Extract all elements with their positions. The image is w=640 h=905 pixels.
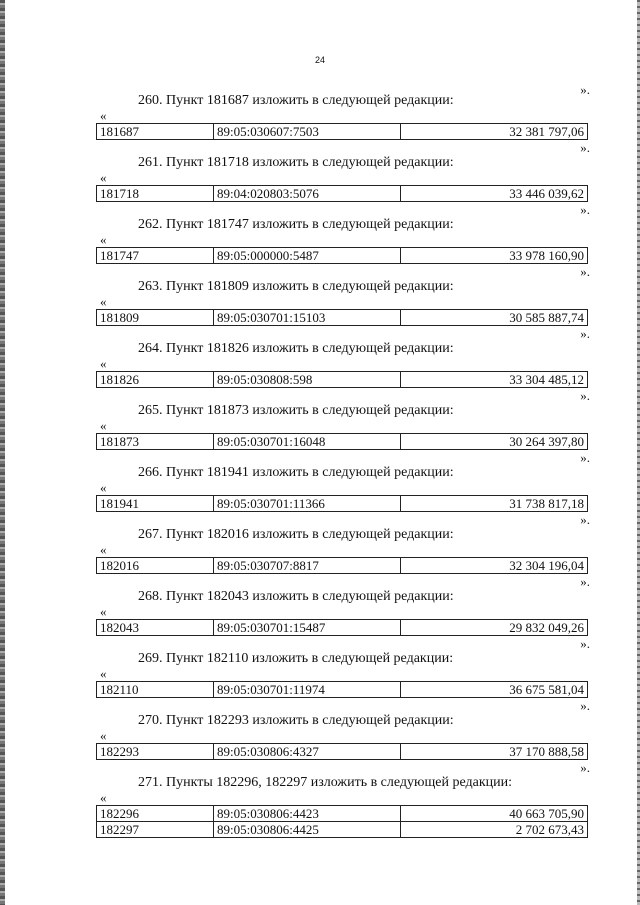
- amendments-list: [0, 93, 640, 837]
- amendment-heading: 261. Пункт 181718 изложить в следующей редакции:: [138, 155, 454, 170]
- amendment-section: [0, 341, 640, 403]
- value-cell: 33 304 485,12: [401, 372, 588, 388]
- cadastral-number-cell: 89:04:020803:5076: [214, 186, 401, 202]
- cadastral-number-cell: 89:05:000000:5487: [214, 248, 401, 264]
- item-number-cell: 182297: [97, 822, 214, 838]
- opening-quote: «: [100, 790, 107, 805]
- amendment-section: [0, 713, 640, 775]
- table-row: [97, 558, 588, 574]
- value-cell: 37 170 888,58: [401, 744, 588, 760]
- amendment-section: [0, 279, 640, 341]
- opening-quote: «: [100, 666, 107, 681]
- record-table: [96, 433, 588, 450]
- closing-quote: ».: [580, 202, 590, 217]
- page-number: 24: [314, 55, 325, 65]
- item-number-cell: 181687: [97, 124, 214, 140]
- opening-quote: «: [100, 170, 107, 185]
- table-row: [97, 186, 588, 202]
- record-table: [96, 743, 588, 760]
- amendment-heading: 269. Пункт 182110 изложить в следующей редакции:: [138, 651, 454, 666]
- amendment-heading: 262. Пункт 181747 изложить в следующей редакции:: [138, 217, 454, 232]
- closing-quote: ».: [580, 264, 590, 279]
- closing-quote: ».: [580, 698, 590, 713]
- table-row: [97, 434, 588, 450]
- cadastral-number-cell: 89:05:030701:11974: [214, 682, 401, 698]
- record-table: [96, 495, 588, 512]
- amendment-section: [0, 217, 640, 279]
- cadastral-number-cell: 89:05:030808:598: [214, 372, 401, 388]
- cadastral-number-cell: 89:05:030806:4327: [214, 744, 401, 760]
- amendment-section: [0, 155, 640, 217]
- amendment-section: [0, 465, 640, 527]
- closing-quote: ».: [580, 388, 590, 403]
- record-table: [96, 619, 588, 636]
- closing-quote: ».: [580, 450, 590, 465]
- record-table: [96, 371, 588, 388]
- cadastral-number-cell: 89:05:030701:15103: [214, 310, 401, 326]
- amendment-heading: 270. Пункт 182293 изложить в следующей редакции:: [138, 713, 454, 728]
- value-cell: 32 381 797,06: [401, 124, 588, 140]
- amendment-section: [0, 651, 640, 713]
- table-row: [97, 806, 588, 822]
- opening-quote: «: [100, 728, 107, 743]
- opening-quote: «: [100, 542, 107, 557]
- item-number-cell: 181747: [97, 248, 214, 264]
- value-cell: 40 663 705,90: [401, 806, 588, 822]
- table-row: [97, 822, 588, 838]
- opening-quote: «: [100, 232, 107, 247]
- closing-quote: ».: [580, 574, 590, 589]
- value-cell: 31 738 817,18: [401, 496, 588, 512]
- opening-quote: «: [100, 480, 107, 495]
- opening-quote: «: [100, 294, 107, 309]
- cadastral-number-cell: 89:05:030806:4425: [214, 822, 401, 838]
- cadastral-number-cell: 89:05:030607:7503: [214, 124, 401, 140]
- item-number-cell: 181873: [97, 434, 214, 450]
- value-cell: 2 702 673,43: [401, 822, 588, 838]
- closing-quote: ».: [580, 82, 590, 97]
- item-number-cell: 182293: [97, 744, 214, 760]
- record-table: [96, 309, 588, 326]
- item-number-cell: 181826: [97, 372, 214, 388]
- table-row: [97, 372, 588, 388]
- table-row: [97, 248, 588, 264]
- table-row: [97, 310, 588, 326]
- cadastral-number-cell: 89:05:030701:16048: [214, 434, 401, 450]
- item-number-cell: 181809: [97, 310, 214, 326]
- value-cell: 33 978 160,90: [401, 248, 588, 264]
- table-row: [97, 124, 588, 140]
- table-row: [97, 682, 588, 698]
- closing-quote: ».: [580, 140, 590, 155]
- record-table: [96, 557, 588, 574]
- cadastral-number-cell: 89:05:030701:15487: [214, 620, 401, 636]
- item-number-cell: 182016: [97, 558, 214, 574]
- value-cell: 33 446 039,62: [401, 186, 588, 202]
- amendment-section: [0, 775, 640, 837]
- cadastral-number-cell: 89:05:030701:11366: [214, 496, 401, 512]
- closing-quote: ».: [580, 636, 590, 651]
- value-cell: 30 264 397,80: [401, 434, 588, 450]
- value-cell: 36 675 581,04: [401, 682, 588, 698]
- item-number-cell: 182043: [97, 620, 214, 636]
- amendment-heading: 260. Пункт 181687 изложить в следующей редакции:: [138, 93, 454, 108]
- amendment-section: [0, 403, 640, 465]
- item-number-cell: 182296: [97, 806, 214, 822]
- value-cell: 30 585 887,74: [401, 310, 588, 326]
- amendment-section: [0, 589, 640, 651]
- item-number-cell: 181941: [97, 496, 214, 512]
- amendment-heading: 268. Пункт 182043 изложить в следующей редакции:: [138, 589, 454, 604]
- closing-quote: ».: [580, 326, 590, 341]
- item-number-cell: 182110: [97, 682, 214, 698]
- amendment-heading: 263. Пункт 181809 изложить в следующей редакции:: [138, 279, 454, 294]
- amendment-heading: 267. Пункт 182016 изложить в следующей редакции:: [138, 527, 454, 542]
- amendment-section: [0, 93, 640, 155]
- record-table: [96, 681, 588, 698]
- closing-quote: ».: [580, 760, 590, 775]
- amendment-section: [0, 527, 640, 589]
- amendment-heading: 265. Пункт 181873 изложить в следующей редакции:: [138, 403, 454, 418]
- amendment-heading: 271. Пункты 182296, 182297 изложить в следующей редакции:: [138, 775, 513, 790]
- amendment-heading: 264. Пункт 181826 изложить в следующей редакции:: [138, 341, 454, 356]
- table-row: [97, 620, 588, 636]
- closing-quote: ».: [580, 512, 590, 527]
- record-table: [96, 185, 588, 202]
- record-table: [96, 123, 588, 140]
- item-number-cell: 181718: [97, 186, 214, 202]
- opening-quote: «: [100, 418, 107, 433]
- cadastral-number-cell: 89:05:030707:8817: [214, 558, 401, 574]
- record-table: [96, 805, 588, 838]
- table-row: [97, 744, 588, 760]
- amendment-heading: 266. Пункт 181941 изложить в следующей редакции:: [138, 465, 454, 480]
- opening-quote: «: [100, 108, 107, 123]
- table-row: [97, 496, 588, 512]
- cadastral-number-cell: 89:05:030806:4423: [214, 806, 401, 822]
- record-table: [96, 247, 588, 264]
- value-cell: 29 832 049,26: [401, 620, 588, 636]
- value-cell: 32 304 196,04: [401, 558, 588, 574]
- opening-quote: «: [100, 604, 107, 619]
- opening-quote: «: [100, 356, 107, 371]
